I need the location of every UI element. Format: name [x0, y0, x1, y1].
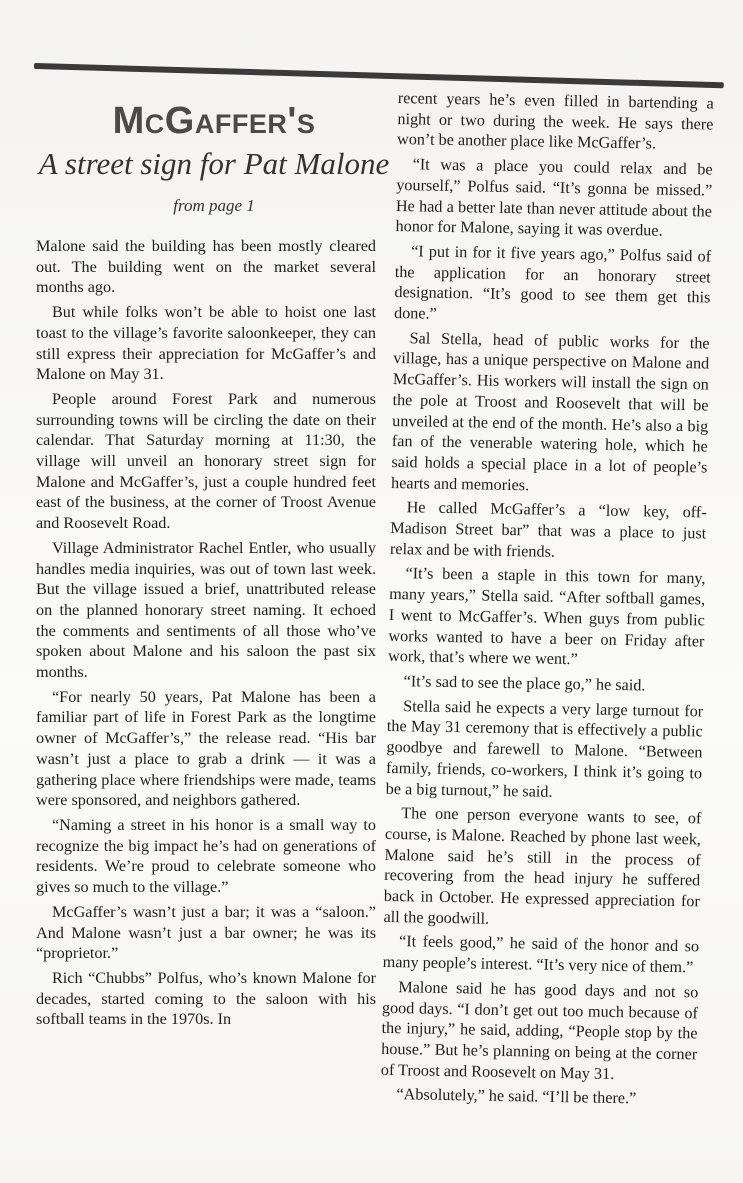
paragraph: “Naming a street in his honor is a small way to recognize the big impact he’s had on generations of residents. We’re proud to celebrate someone who gives so much to the village.”	[36, 815, 376, 897]
jump-line: from page 1	[173, 196, 255, 215]
paragraph: “It was a place you could relax and be yourself,” Polfus said. “It’s gonna be missed.” He had a better late than never attitude about the honor for Malone, saying it was overdue.	[395, 155, 713, 240]
paragraph: “Absolutely,” he said. “I’ll be there.”	[396, 1085, 637, 1108]
paragraph: But while folks won’t be able to hoist one last toast to the village’s favorite saloonkeeper, they can still express their appreciation for McGaffer’s and Malone on May 31.	[36, 303, 376, 384]
headline: A street sign for Pat Malone	[38, 146, 390, 181]
paragraph: Sal Stella, head of public works for the village, has a unique perspective on Malone and McGaffer’s. His workers will install the sign on the pole at Troost and Roosevelt that will be unveiled at the end of the month. He’s also a big fan of the venerable watering hole, which he said holds a special place in a lot of people’s hearts and memories.	[390, 328, 710, 495]
paragraph: The one person everyone wants to see, of course, is Malone. Reached by phone last week, Malone said he’s still in the process of recovering from the head injury he suffered back in October. He expressed appreciation for all the goodwill.	[383, 804, 702, 928]
paragraph: Rich “Chubbs” Polfus, who’s known Malone for decades, started coming to the saloon with his softball teams in the 1970s. In	[36, 968, 376, 1029]
right-column	[380, 88, 714, 1114]
paragraph: “It’s sad to see the place go,” he said.	[403, 672, 646, 695]
paragraph: He called McGaffer’s a “low key, off-Madison Street bar” that was a place to just relax and be with friends.	[389, 498, 707, 561]
kicker: McGaffer's	[112, 100, 316, 142]
headline-block	[36, 100, 392, 216]
paragraph: “I put in for it five years ago,” Polfus said of the application for an honorary street designation. “It’s good to see them get this done.”	[393, 242, 712, 323]
paragraph: recent years he’s even filled in bartending a night or two during the week. He says there won’t be another place like McGaffer’s.	[396, 88, 714, 153]
paragraph: “For nearly 50 years, Pat Malone has been a familiar part of life in Forest Park as the longtime owner of McGaffer’s,” the release read. “His bar wasn’t just a place to grab a drink — it was a gathering place where friendships were made, teams were sponsored, and neighbors gathered.	[36, 687, 376, 810]
top-rule	[34, 63, 724, 88]
paragraph: Village Administrator Rachel Entler, who usually handles media inquiries, was out of town last week. But the village issued a brief, unattributed release on the planned honorary street naming. It echoed the comments and sentiments of all those who’ve spoken about Malone and his saloon the past six months.	[36, 538, 376, 682]
paragraph: People around Forest Park and numerous surrounding towns will be circling the date on their calendar. That Saturday morning at 11:30, the village will unveil an honorary street sign for Malone and McGaffer’s, just a couple hundred feet east of the business, at the corner of Troost Avenue and Roosevelt Road.	[36, 389, 376, 533]
paragraph: “It feels good,” he said of the honor and so many people’s interest. “It’s very nice of them.”	[382, 932, 700, 977]
paragraph: Malone said he has good days and not so good days. “I don’t get out too much because of the injury,” he said, adding, “People stop by the house.” But he’s planning on being at the corner of Troost and Roosevelt on May 31.	[380, 977, 699, 1083]
paragraph: McGaffer’s wasn’t just a bar; it was a “saloon.” And Malone wasn’t just a bar owner; he was its “proprietor.”	[36, 902, 376, 963]
paragraph: Stella said he expects a very large turnout for the May 31 ceremony that is effectively a public goodbye and farewell to Malone. “Between family, friends, co-workers, I think it’s going to be a big turnout,” he said.	[385, 696, 704, 801]
paragraph: Malone said the building has been mostly cleared out. The building went on the market several months ago.	[36, 237, 376, 297]
left-column	[36, 236, 376, 1034]
paragraph: “It’s been a staple in this town for many, many years,” Stella said. “After softball games, I went to McGaffer’s. When guys from public works wanted to have a beer on Friday after work, that’s where we went.”	[387, 564, 706, 669]
